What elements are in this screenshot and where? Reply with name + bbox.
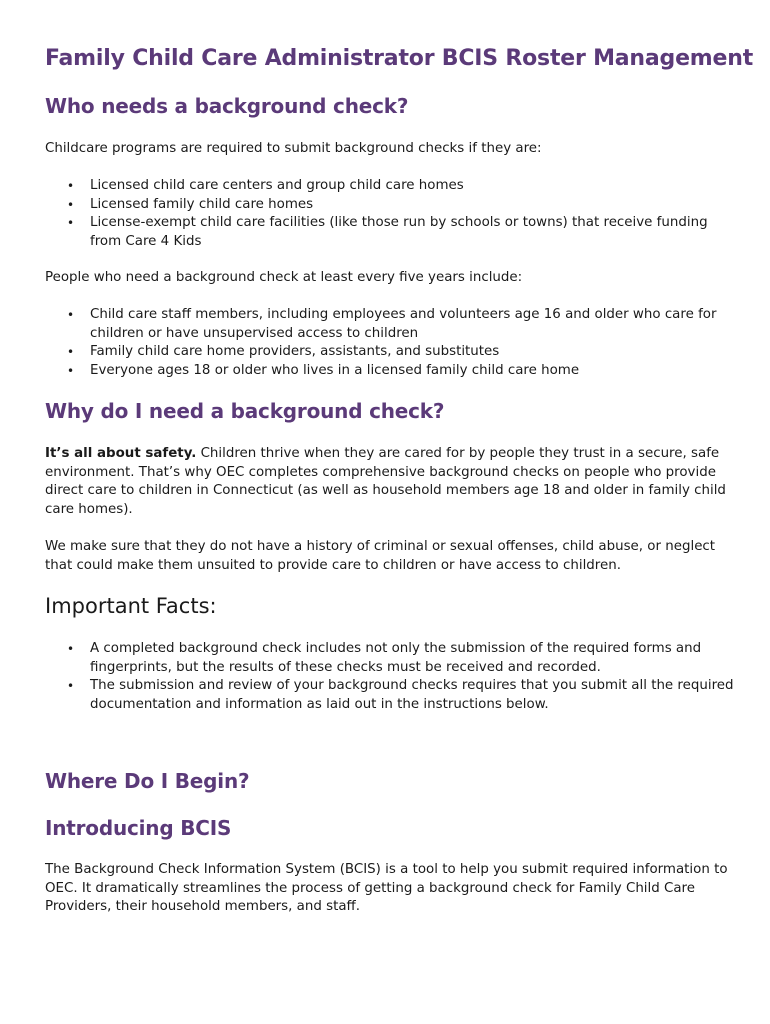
list-item: • Family child care home providers, assistants, and substitutes bbox=[45, 343, 735, 362]
facts-list bbox=[45, 640, 735, 714]
list-item: • Child care staff members, including employees and volunteers age 16 and older who care for children or have unsupervised access to children bbox=[45, 306, 735, 343]
bcis-paragraph: The Background Check Information System (BCIS) is a tool to help you submit required information to OEC. It dramatically streamlines the process of getting a background check for Family Child Care Providers, their household members, and staff. bbox=[45, 862, 728, 915]
heading-introducing-bcis: Introducing BCIS bbox=[45, 816, 232, 840]
list-item: • License-exempt child care facilities (like those run by schools or towns) that receive funding from Care 4 Kids bbox=[45, 214, 735, 251]
programs-list bbox=[45, 177, 735, 251]
heading-important-facts: Important Facts: bbox=[45, 594, 217, 618]
safety-text: Children thrive when they are cared for by people they trust in a secure, safe environment. That’s why OEC completes comprehensive background checks on people who provide direct care to children in Connecticut (as well as household members age 18 and older in family child care homes). bbox=[45, 446, 726, 517]
list-item: • Licensed family child care homes bbox=[45, 196, 735, 215]
list-item: • The submission and review of your background checks requires that you submit all the required documentation and information as laid out in the instructions below. bbox=[45, 677, 735, 714]
people-list bbox=[45, 306, 735, 380]
heading-who-needs-check: Who needs a background check? bbox=[45, 94, 409, 118]
safety-paragraph bbox=[45, 445, 731, 519]
heading-why-need-check: Why do I need a background check? bbox=[45, 399, 445, 423]
list-item: • A completed background check includes not only the submission of the required forms and fingerprints, but the results of these checks must be received and recorded. bbox=[45, 640, 735, 677]
heading-where-begin: Where Do I Begin? bbox=[45, 769, 250, 793]
list-item: • Licensed child care centers and group child care homes bbox=[45, 177, 735, 196]
safety-lead: It’s all about safety. bbox=[45, 446, 197, 461]
programs-intro: Childcare programs are required to submit background checks if they are: bbox=[45, 141, 542, 156]
offenses-paragraph: We make sure that they do not have a history of criminal or sexual offenses, child abuse, or neglect that could make them unsuited to provide care to children or have access to children. bbox=[45, 539, 716, 573]
list-item: • Everyone ages 18 or older who lives in a licensed family child care home bbox=[45, 362, 735, 381]
people-intro: People who need a background check at least every five years include: bbox=[45, 270, 523, 285]
document-title: Family Child Care Administrator BCIS Roster Management bbox=[45, 46, 754, 71]
